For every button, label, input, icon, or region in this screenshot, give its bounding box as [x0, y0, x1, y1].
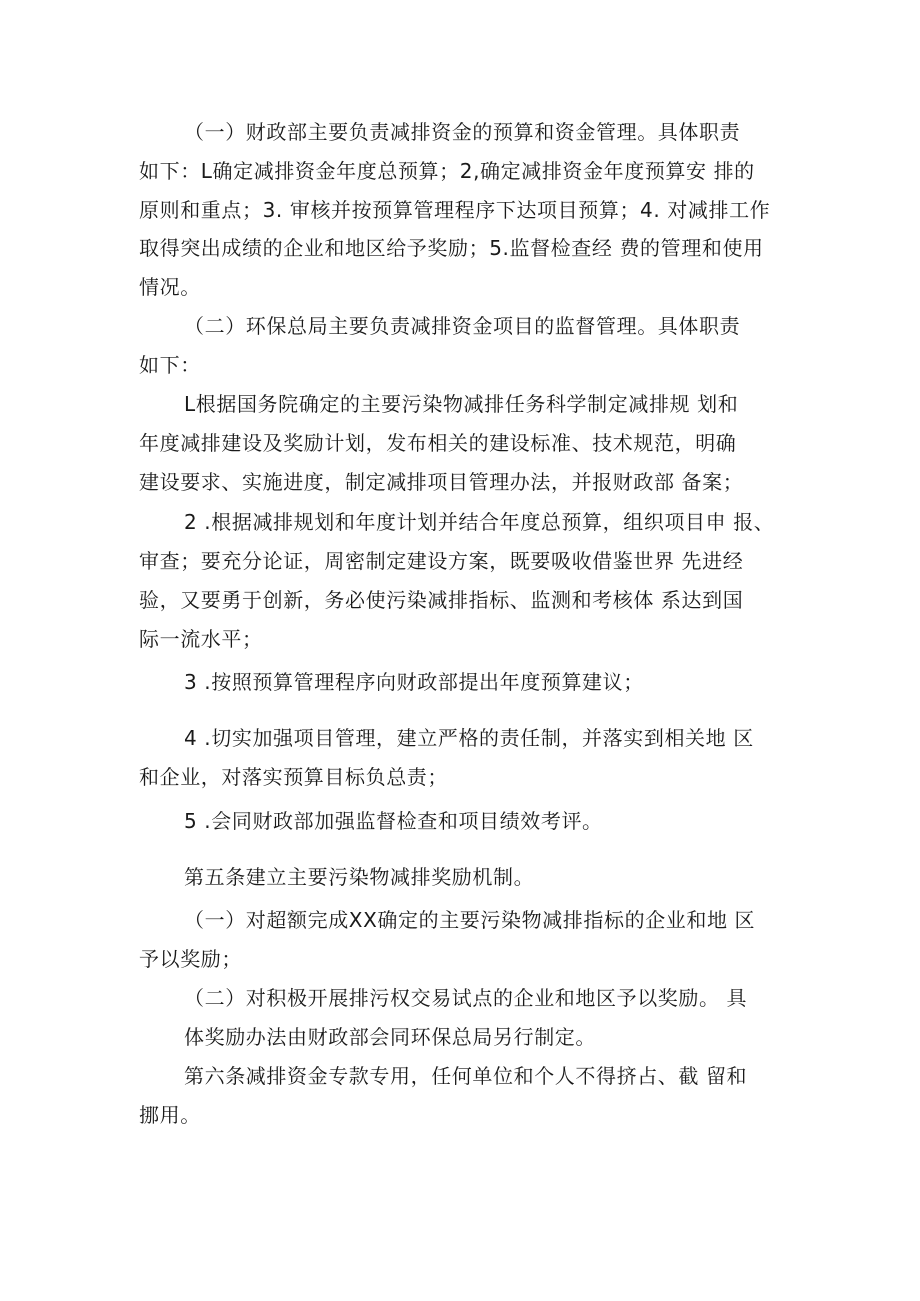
paragraph-line-15: 3 .按照预算管理程序向财政部提出年度预算建议；: [184, 670, 644, 694]
paragraph-line-3: 原则和重点；3. 审核并按预算管理程序下达项目预算；4. 对减排工作: [139, 198, 771, 222]
paragraph-line-2: 如下：L确定减排资金年度总预算；2,确定减排资金年度预算安 排的: [139, 159, 755, 183]
paragraph-line-20: （一）对超额完成XX确定的主要污染物减排指标的企业和地 区: [184, 908, 756, 932]
paragraph-line-5: 情况。: [139, 275, 201, 299]
paragraph-line-12: 审查；要充分论证，周密制定建设方案，既要吸收借鉴世界 先进经: [139, 549, 744, 573]
paragraph-line-24: 第六条减排资金专款专用，任何单位和个人不得挤占、截 留和: [184, 1064, 748, 1088]
paragraph-line-25: 挪用。: [139, 1103, 201, 1127]
paragraph-line-14: 际一流水平；: [139, 627, 263, 651]
paragraph-line-13: 验，又要勇于创新，务必使污染减排指标、监测和考核体 系达到国: [139, 588, 744, 612]
paragraph-line-16: 4 .切实加强项目管理，建立严格的责任制，并落实到相关地 区: [184, 726, 754, 750]
paragraph-line-8: L根据国务院确定的主要污染物减排任务科学制定减排规 划和: [184, 392, 739, 416]
paragraph-line-6: （二）环保总局主要负责减排资金项目的监督管理。具体职责: [184, 314, 741, 338]
paragraph-line-10: 建设要求、实施进度，制定减排项目管理办法，并报财政部 备案；: [139, 470, 744, 494]
paragraph-line-1: （一）财政部主要负责减排资金的预算和资金管理。具体职责: [184, 120, 741, 144]
paragraph-line-17: 和企业，对落实预算目标负总责；: [139, 765, 448, 789]
paragraph-line-7: 如下：: [139, 353, 201, 377]
paragraph-line-23: 体奖励办法由财政部会同环保总局另行制定。: [184, 1025, 596, 1049]
paragraph-line-21: 予以奖励；: [139, 947, 242, 971]
paragraph-line-4: 取得突出成绩的企业和地区给予奖励；5.监督检查经 费的管理和使用: [139, 236, 764, 260]
paragraph-line-18: 5 .会同财政部加强监督检查和项目绩效考评。: [184, 809, 603, 833]
paragraph-line-11: 2 .根据减排规划和年度计划并结合年度总预算，组织项目申 报、: [184, 510, 775, 534]
paragraph-line-22: （二）对积极开展排污权交易试点的企业和地区予以奖励。 具: [184, 986, 748, 1010]
paragraph-line-9: 年度减排建设及奖励计划，发布相关的建设标准、技术规范，明确: [139, 431, 737, 455]
paragraph-line-19: 第五条建立主要污染物减排奖励机制。: [184, 865, 535, 889]
